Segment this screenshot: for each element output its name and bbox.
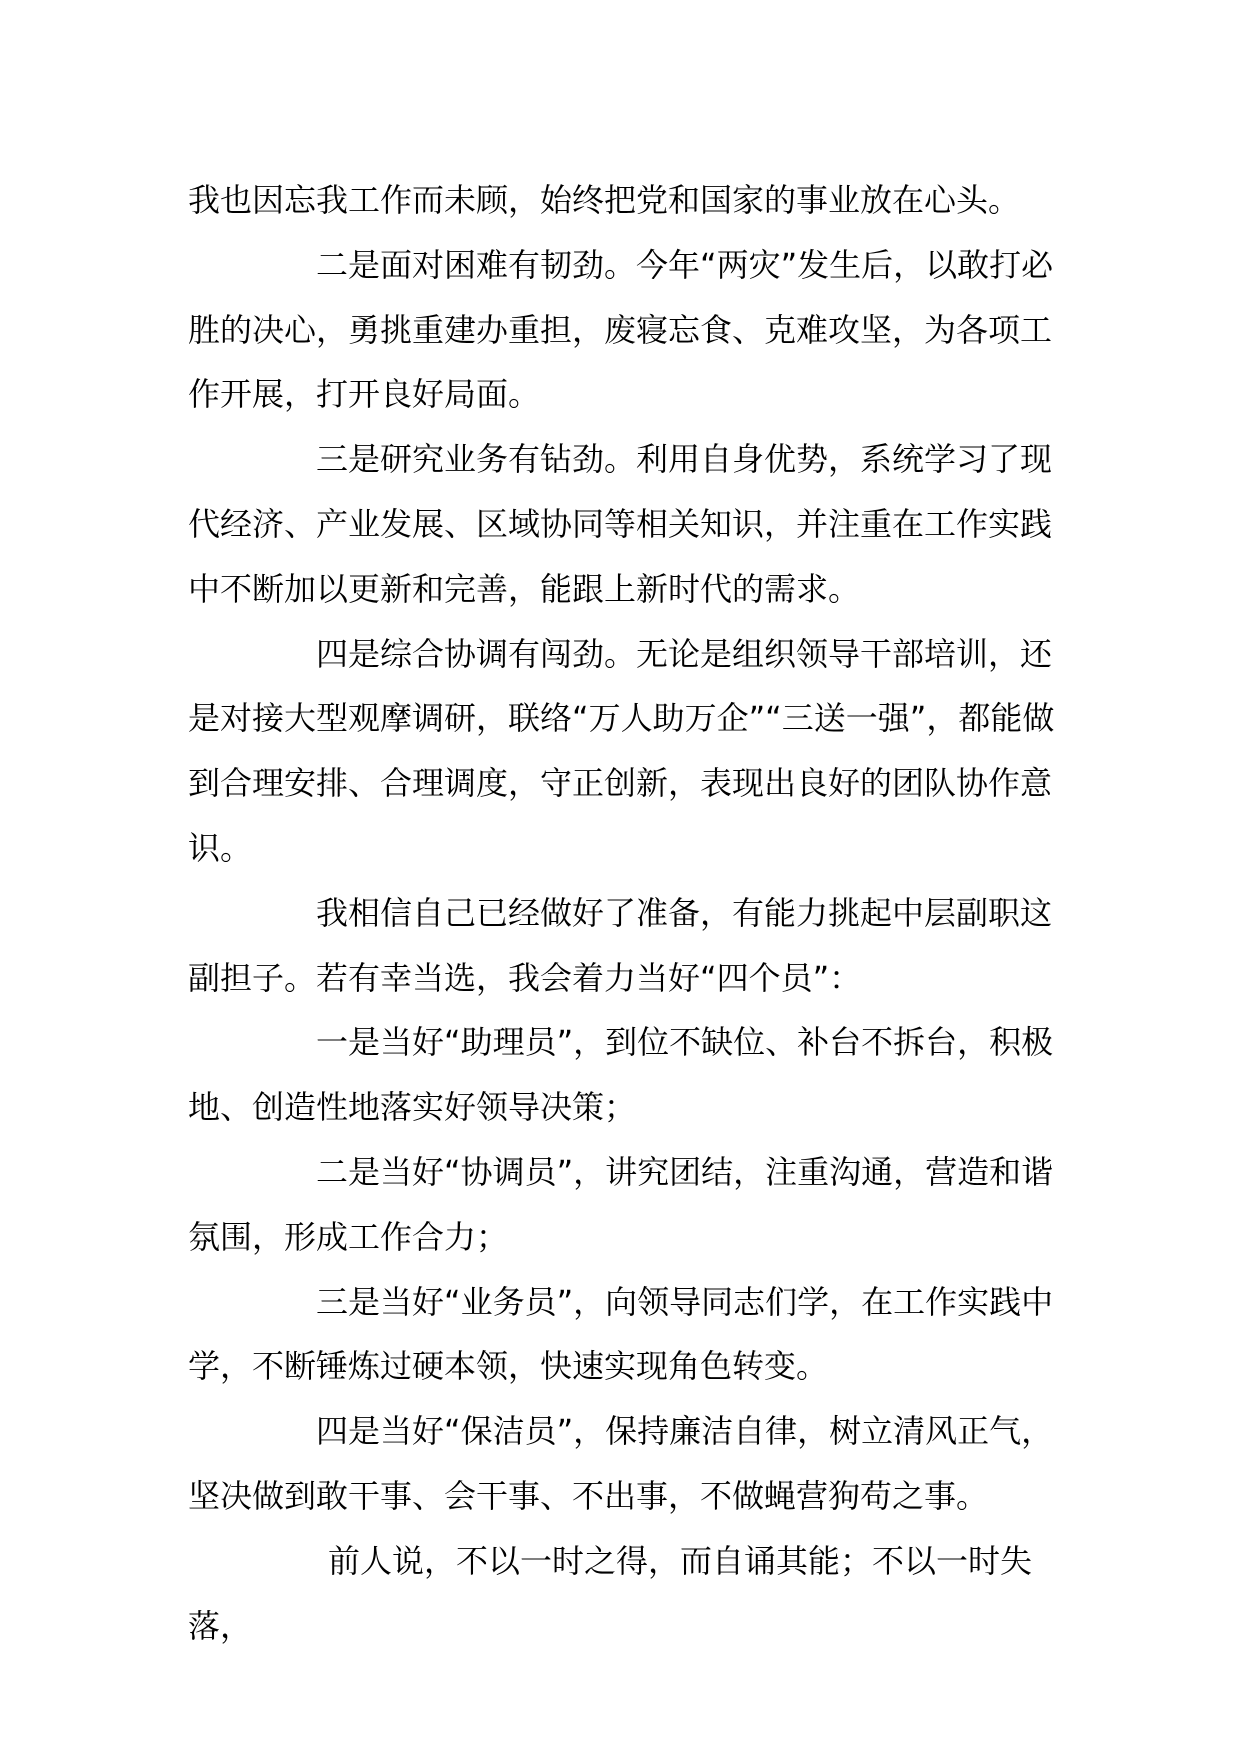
paragraph-point-four: 四是综合协调有闯劲。无论是组织领导干部培训，还是对接大型观摩调研，联络“万人助万企”“三送一强”，都能做到合理安排、合理调度，守正创新，表现出良好的团队协作意识。 (188, 634, 1055, 867)
paragraph-point-three: 三是研究业务有钻劲。利用自身优势，系统学习了现代经济、产业发展、区域协同等相关知识，并注重在工作实践中不断加以更新和完善，能跟上新时代的需求。 (188, 440, 1053, 608)
paragraph-coordinator: 二是当好“协调员”，讲究团结，注重沟通，营造和谐氛围，形成工作合力； (188, 1152, 1054, 1256)
paragraph-assistant: 一是当好“助理员”，到位不缺位、补台不拆台，积极地、创造性地落实好领导决策； (188, 1023, 1054, 1127)
paragraph-readiness: 我相信自己已经做好了准备，有能力挑起中层副职这副担子。若有幸当选，我会着力当好“四个员”： (188, 893, 1053, 997)
document-body (188, 168, 1068, 1658)
paragraph-continuation: 我也因忘我工作而未顾，始终把党和国家的事业放在心头。 (188, 181, 1021, 219)
paragraph-closing: 前人说，不以一时之得，而自诵其能；不以一时失落， (188, 1541, 1033, 1645)
paragraph-point-two: 二是面对困难有韧劲。今年“两灾”发生后，以敢打必胜的决心，勇挑重建办重担，废寝忘食、克难攻坚，为各项工作开展，打开良好局面。 (188, 245, 1054, 414)
paragraph-integrity: 四是当好“保洁员”，保持廉洁自律，树立清风正气，坚决做到敢干事、会干事、不出事，不做蝇营狗苟之事。 (188, 1412, 1054, 1515)
paragraph-business: 三是当好“业务员”，向领导同志们学，在工作实践中学，不断锤炼过硬本领，快速实现角色转变。 (188, 1282, 1054, 1386)
